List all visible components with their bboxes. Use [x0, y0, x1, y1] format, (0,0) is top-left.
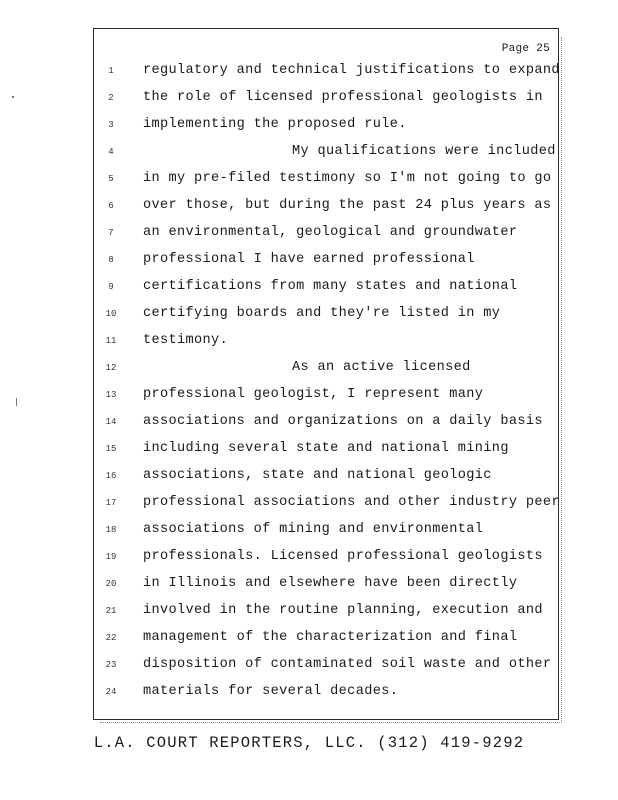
line-number: 21 [105, 606, 117, 616]
line-text: certifying boards and they're listed in my [143, 306, 501, 321]
line-text: associations and organizations on a daily basis [143, 414, 543, 429]
line-text: professional geologist, I represent many [143, 387, 484, 402]
line-text: involved in the routine planning, execution and [143, 603, 543, 618]
line-text: As an active licensed [292, 360, 471, 375]
transcript-line [94, 332, 558, 359]
transcript-line [94, 116, 558, 143]
line-text: My qualifications were included [292, 144, 556, 159]
transcript-line [94, 548, 558, 575]
line-number: 12 [105, 363, 117, 373]
line-text: associations of mining and environmental [143, 522, 484, 537]
line-number: 6 [108, 201, 114, 211]
transcript-line [94, 170, 558, 197]
line-text: certifications from many states and national [143, 279, 518, 294]
line-text: regulatory and technical justifications to expand [143, 63, 560, 78]
transcript-line [94, 89, 558, 116]
line-number: 2 [108, 93, 114, 103]
transcript-line [94, 467, 558, 494]
transcript-line [94, 413, 558, 440]
line-text: in my pre-filed testimony so I'm not going to go [143, 171, 552, 186]
line-text: including several state and national mining [143, 441, 509, 456]
transcript-line [94, 629, 558, 656]
transcript-line [94, 224, 558, 251]
line-number: 14 [105, 417, 117, 427]
line-text: an environmental, geological and groundwater [143, 225, 518, 240]
line-number: 19 [105, 552, 117, 562]
line-text: management of the characterization and final [143, 630, 518, 645]
line-number: 22 [105, 633, 117, 643]
transcript-line [94, 683, 558, 710]
line-text: testimony. [143, 333, 229, 348]
line-number: 17 [105, 498, 117, 508]
line-number: 10 [105, 309, 117, 319]
line-number: 5 [108, 174, 114, 184]
line-number: 13 [105, 390, 117, 400]
transcript-line [94, 386, 558, 413]
transcript-line [94, 197, 558, 224]
transcript-line [94, 251, 558, 278]
transcript-lines [94, 62, 558, 710]
line-text: in Illinois and elsewhere have been directly [143, 576, 518, 591]
page-frame [93, 28, 559, 720]
line-number: 24 [105, 687, 117, 697]
line-text: professionals. Licensed professional geologists [143, 549, 543, 564]
line-number: 3 [108, 120, 114, 130]
line-number: 1 [108, 66, 114, 76]
line-text: professional associations and other industry peer [143, 495, 560, 510]
line-number: 9 [108, 282, 114, 292]
line-text: the role of licensed professional geologists in [143, 90, 543, 105]
line-text: over those, but during the past 24 plus years as [143, 198, 552, 213]
line-text: implementing the proposed rule. [143, 117, 407, 132]
transcript-line [94, 656, 558, 683]
line-text: associations, state and national geologic [143, 468, 492, 483]
transcript-line [94, 494, 558, 521]
transcript-line [94, 62, 558, 89]
line-number: 16 [105, 471, 117, 481]
scan-speck [16, 398, 17, 406]
line-text: professional I have earned professional [143, 252, 475, 267]
line-number: 8 [108, 255, 114, 265]
line-number: 23 [105, 660, 117, 670]
line-text: disposition of contaminated soil waste and other [143, 657, 552, 672]
transcript-line [94, 521, 558, 548]
transcript-line [94, 359, 558, 386]
transcript-line [94, 305, 558, 332]
transcript-line [94, 143, 558, 170]
transcript-line [94, 278, 558, 305]
line-number: 20 [105, 579, 117, 589]
line-number: 11 [105, 336, 117, 346]
line-number: 7 [108, 228, 114, 238]
transcript-line [94, 440, 558, 467]
line-number: 18 [105, 525, 117, 535]
line-number: 15 [105, 444, 117, 454]
line-text: materials for several decades. [143, 684, 399, 699]
court-reporter-footer: L.A. COURT REPORTERS, LLC. (312) 419-9292 [93, 734, 525, 752]
line-number: 4 [108, 147, 114, 157]
page-number: Page 25 [501, 43, 550, 55]
scan-speck [12, 96, 14, 98]
transcript-line [94, 575, 558, 602]
transcript-line [94, 602, 558, 629]
